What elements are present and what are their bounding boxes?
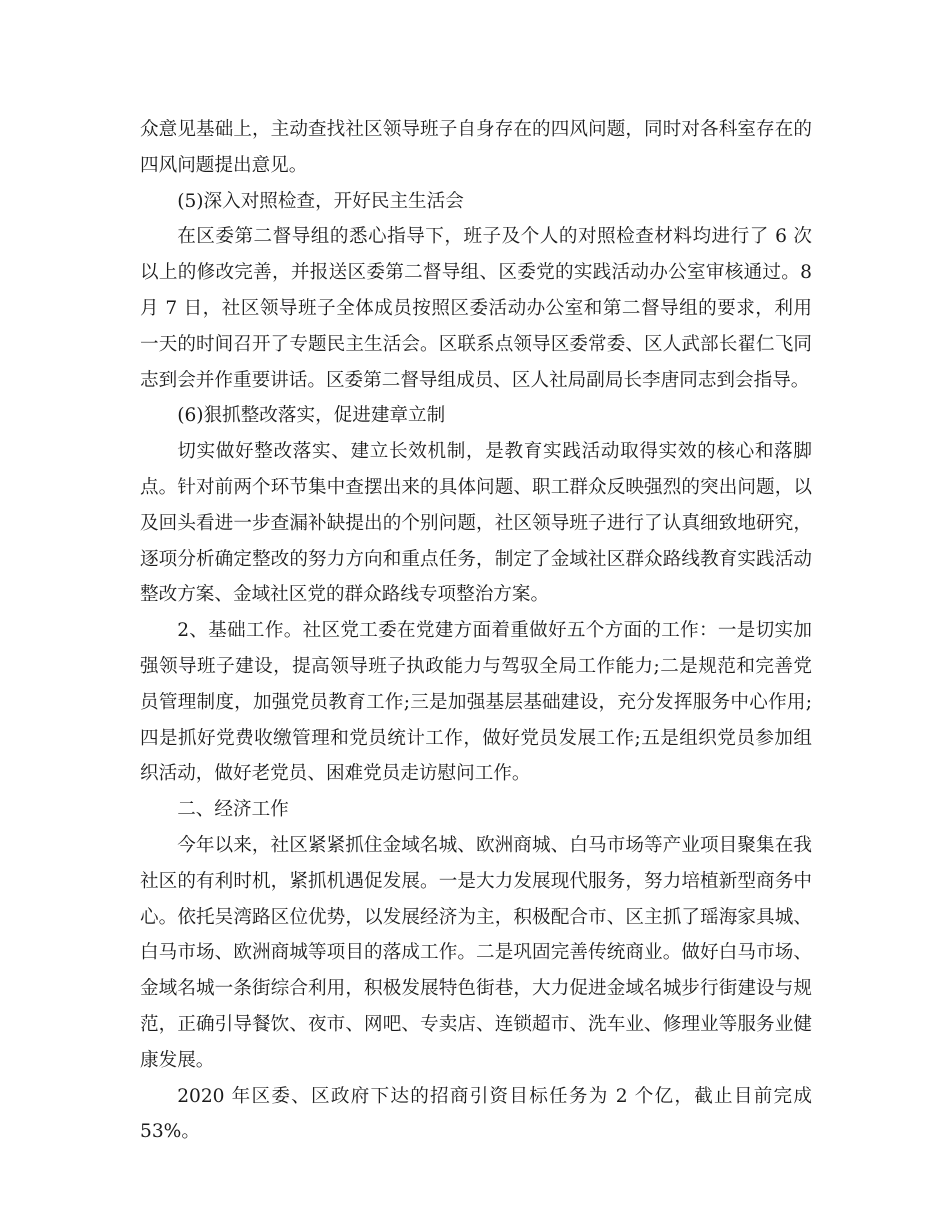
body-paragraph-4: 2、基础工作。社区党工委在党建方面着重做好五个方面的工作：一是切实加强领导班子建设，提高领导班子执政能力与驾驭全局工作能力;二是规范和完善党员管理制度，加强党员教育工作;三是加强基层基础建设，充分发挥服务中心作用;四是抓好党费收缴管理和党员统计工作，做好党员发展工作;五是组织党员参加组织活动，做好老党员、困难党员走访慰问工作。 [140, 620, 812, 785]
body-paragraph-5: 今年以来，社区紧紧抓住金域名城、欧洲商城、白马市场等产业项目聚集在我社区的有利时机，紧抓机遇促发展。一是大力发展现代服务，努力培植新型商务中心。依托吴湾路区位优势，以发展经济为主，积极配合市、区主抓了瑶海家具城、白马市场、欧洲商城等项目的落成工作。二是巩固完善传统商业。做好白马市场、金域名城一条街综合利用，积极发展特色街巷，大力促进金域名城步行街建设与规范，正确引导餐饮、夜市、网吧、专卖店、连锁超市、洗车业、修理业等服务业健康发展。 [140, 834, 812, 1071]
body-paragraph-3: 切实做好整改落实、建立长效机制，是教育实践活动取得实效的核心和落脚点。针对前两个环节集中查摆出来的具体问题、职工群众反映强烈的突出问题，以及回头看进一步查漏补缺提出的个别问题，社区领导班子进行了认真细致地研究，逐项分析确定整改的努力方向和重点任务，制定了金域社区群众路线教育实践活动整改方案、金域社区党的群众路线专项整治方案。 [140, 441, 812, 606]
body-paragraph-2: 在区委第二督导组的悉心指导下，班子及个人的对照检查材料均进行了 6 次以上的修改完善，并报送区委第二督导组、区委党的实践活动办公室审核通过。8 月 7 日，社区领导班子全体成员按照区委活动办公室和第二督导组的要求，利用一天的时间召开了专题民主生活会。区联系点领导区委常委、区人武部长翟仁飞同志到会并作重要讲话。区委第二督导组成员、区人社局副局长李唐同志到会指导。 [140, 226, 812, 391]
section-heading-5: (5)深入对照检查，开好民主生活会 [177, 190, 464, 212]
section-heading-6: (6)狠抓整改落实，促进建章立制 [177, 405, 446, 427]
section-heading-economy: 二、经济工作 [177, 799, 289, 821]
body-paragraph-6: 2020 年区委、区政府下达的招商引资目标任务为 2 个亿，截止目前完成 53%。 [140, 1085, 812, 1143]
body-paragraph-1: 众意见基础上，主动查找社区领导班子自身存在的四风问题，同时对各科室存在的四风问题提出意见。 [140, 119, 812, 176]
document-body [140, 112, 812, 1150]
